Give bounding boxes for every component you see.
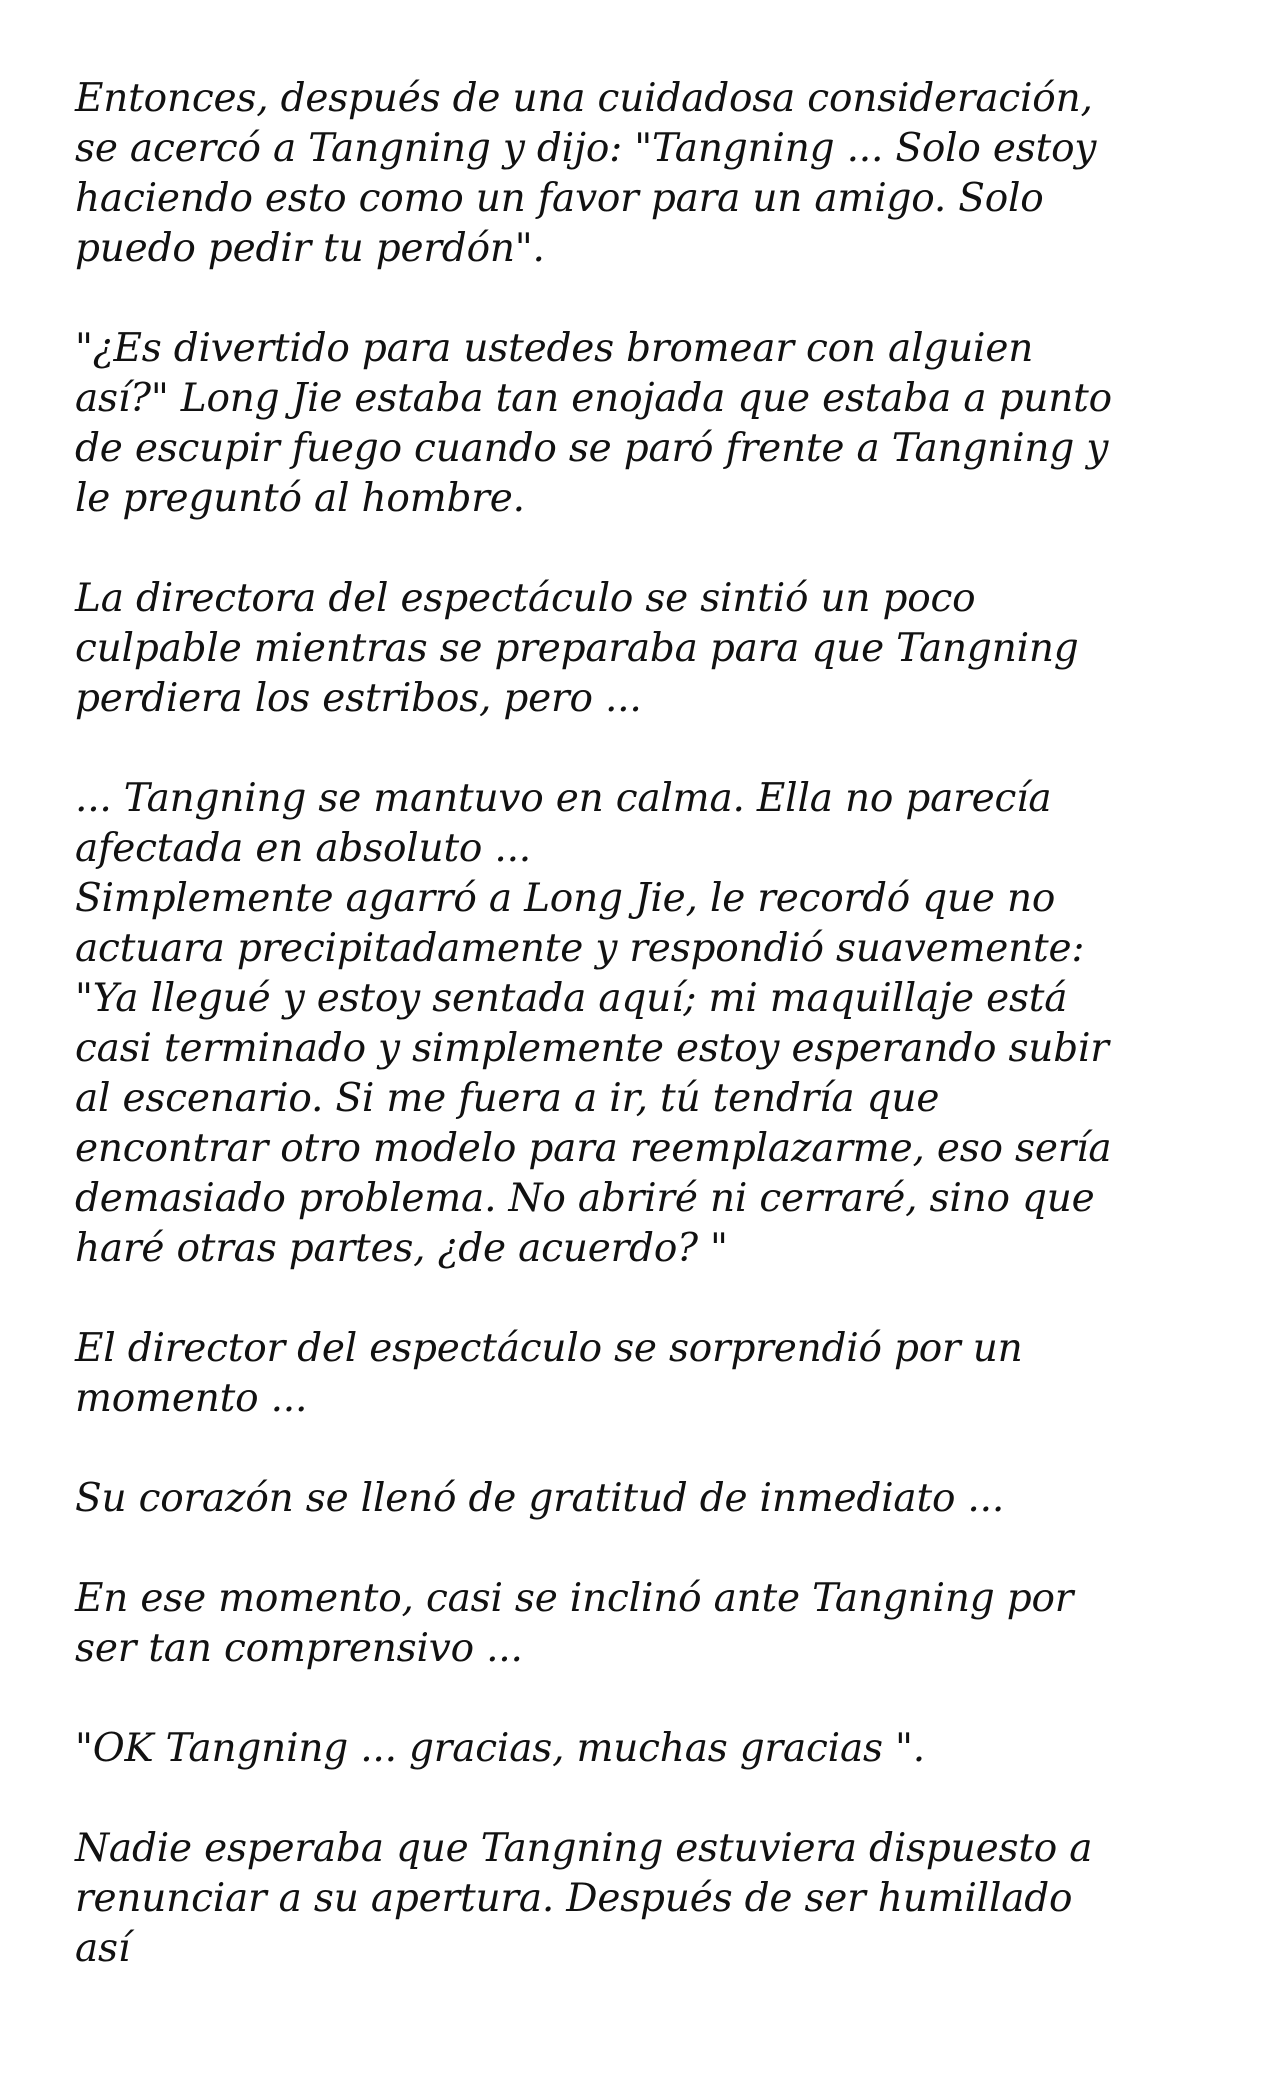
- paragraph-8: [75, 1574, 1225, 1674]
- text-line: culpable mientras se preparaba para que Tangning: [75, 626, 1079, 671]
- text-line: se acercó a Tangning y dijo: "Tangning ... Solo estoy: [75, 126, 1097, 171]
- text-line: puedo pedir tu perdón".: [75, 226, 545, 271]
- text-line: de escupir fuego cuando se paró frente a Tangning y: [75, 426, 1109, 471]
- text-line: momento ...: [75, 1376, 308, 1421]
- paragraph-3: [75, 574, 1225, 724]
- text-line: ... Tangning se mantuvo en calma. Ella no parecía: [75, 776, 1052, 821]
- text-line: El director del espectáculo se sorprendió por un: [75, 1326, 1023, 1371]
- text-line: Simplemente agarró a Long Jie, le recordó que no: [75, 876, 1056, 921]
- paragraph-7: [75, 1474, 1225, 1524]
- text-line: Nadie esperaba que Tangning estuviera dispuesto a: [75, 1826, 1093, 1871]
- text-line: encontrar otro modelo para reemplazarme, eso sería: [75, 1126, 1112, 1171]
- story-text: [75, 74, 1225, 1974]
- text-line: Entonces, después de una cuidadosa consideración,: [75, 76, 1093, 121]
- text-line: haciendo esto como un favor para un amigo. Solo: [75, 176, 1044, 221]
- paragraph-10: [75, 1824, 1225, 1974]
- text-line: casi terminado y simplemente estoy esperando subir: [75, 1026, 1109, 1071]
- text-line: "Ya llegué y estoy sentada aquí; mi maquillaje está: [75, 976, 1068, 1021]
- paragraph-9: [75, 1724, 1225, 1774]
- text-line: Su corazón se llenó de gratitud de inmediato ...: [75, 1476, 1005, 1521]
- text-line: "¿Es divertido para ustedes bromear con alguien: [75, 326, 1034, 371]
- paragraph-2: [75, 324, 1225, 524]
- paragraph-1: [75, 74, 1225, 274]
- text-line: demasiado problema. No abriré ni cerraré, sino que: [75, 1176, 1095, 1221]
- text-line: renunciar a su apertura. Después de ser humillado: [75, 1876, 1073, 1921]
- text-line: "OK Tangning ... gracias, muchas gracias ".: [75, 1726, 925, 1771]
- paragraph-6: [75, 1324, 1225, 1424]
- text-line: le preguntó al hombre.: [75, 476, 525, 521]
- text-line: así: [75, 1926, 131, 1971]
- text-line: En ese momento, casi se inclinó ante Tangning por: [75, 1576, 1074, 1621]
- paragraph-5: [75, 874, 1225, 1274]
- text-line: haré otras partes, ¿de acuerdo? ": [75, 1226, 728, 1271]
- text-line: ser tan comprensivo ...: [75, 1626, 523, 1671]
- text-line: así?" Long Jie estaba tan enojada que estaba a punto: [75, 376, 1112, 421]
- paragraph-4: [75, 774, 1225, 874]
- text-line: actuara precipitadamente y respondió suavemente:: [75, 926, 1085, 971]
- text-line: La directora del espectáculo se sintió un poco: [75, 576, 976, 621]
- text-line: al escenario. Si me fuera a ir, tú tendría que: [75, 1076, 940, 1121]
- text-line: perdiera los estribos, pero ...: [75, 676, 642, 721]
- text-line: afectada en absoluto ...: [75, 826, 531, 871]
